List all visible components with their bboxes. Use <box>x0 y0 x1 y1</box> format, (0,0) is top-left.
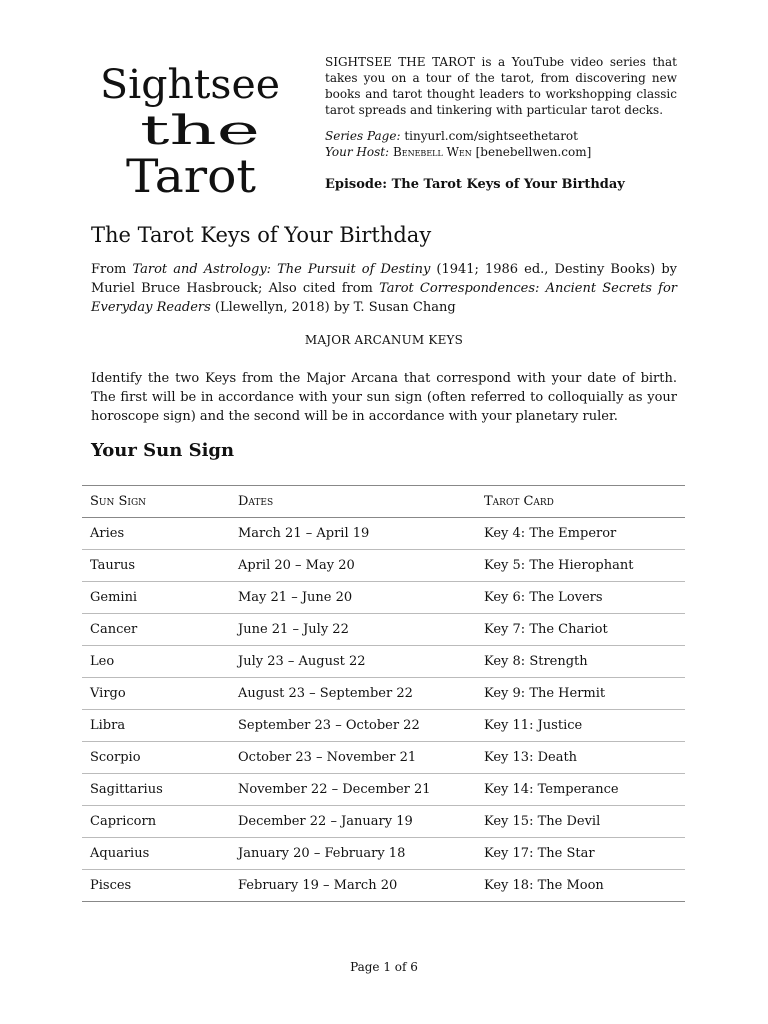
cell-card: Key 4: The Emperor <box>476 518 685 550</box>
series-logo <box>96 52 306 202</box>
table-row <box>82 870 685 902</box>
cell-sign: Cancer <box>82 614 230 646</box>
page-number: Page 1 of 6 <box>350 960 418 974</box>
logo-line-2: the <box>140 108 260 154</box>
source-citation <box>91 260 677 317</box>
cell-card: Key 13: Death <box>476 742 685 774</box>
intro-text: SIGHTSEE THE TAROT is a YouTube video series that takes you on a tour of the tarot, from discovering new books and tarot thought leaders to workshopping classic tarot spreads and tinkering with particular tarot decks. <box>325 55 677 117</box>
cell-dates: August 23 – September 22 <box>230 678 476 710</box>
cell-dates: October 23 – November 21 <box>230 742 476 774</box>
cell-sign: Gemini <box>82 582 230 614</box>
host-site-link[interactable]: [benebellwen.com] <box>475 145 592 159</box>
cell-sign: Sagittarius <box>82 774 230 806</box>
series-logo-graphic <box>96 52 306 202</box>
cell-sign: Capricorn <box>82 806 230 838</box>
cell-sign: Aquarius <box>82 838 230 870</box>
cell-dates: November 22 – December 21 <box>230 774 476 806</box>
cell-dates: September 23 – October 22 <box>230 710 476 742</box>
table-row <box>82 646 685 678</box>
logo-line-3: Tarot <box>126 149 257 202</box>
cell-sign: Libra <box>82 710 230 742</box>
cell-dates: July 23 – August 22 <box>230 646 476 678</box>
cell-card: Key 17: The Star <box>476 838 685 870</box>
host-line <box>325 144 677 160</box>
table-row <box>82 518 685 550</box>
citation-book-2: Tarot Correspondences: Ancient Secrets for Everyday Readers <box>91 281 678 315</box>
cell-card: Key 11: Justice <box>476 710 685 742</box>
document-title: The Tarot Keys of Your Birthday <box>91 223 432 247</box>
table-header-row <box>82 486 685 518</box>
cell-dates: March 21 – April 19 <box>230 518 476 550</box>
series-page-link[interactable]: tinyurl.com/sightseethetarot <box>404 129 578 143</box>
cell-sign: Leo <box>82 646 230 678</box>
episode-title: Episode: The Tarot Keys of Your Birthday <box>325 177 625 192</box>
cell-card: Key 8: Strength <box>476 646 685 678</box>
table-row <box>82 614 685 646</box>
logo-line-1: Sightsee <box>100 62 280 108</box>
table-row <box>82 710 685 742</box>
cell-sign: Virgo <box>82 678 230 710</box>
host-name: Benebell Wen <box>392 145 472 159</box>
table-row <box>82 774 685 806</box>
series-page-line <box>325 128 677 144</box>
instructions-paragraph: Identify the two Keys from the Major Arcana that correspond with your date of birth. The first will be in accordance with your sun sign (often referred to colloquially as your horoscope sign) and the second will be in accordance with your planetary ruler. <box>91 371 677 424</box>
table-row <box>82 838 685 870</box>
cell-card: Key 7: The Chariot <box>476 614 685 646</box>
cell-dates: December 22 – January 19 <box>230 806 476 838</box>
cell-card: Key 15: The Devil <box>476 806 685 838</box>
header-dates: Dates <box>230 486 476 518</box>
cell-sign: Scorpio <box>82 742 230 774</box>
series-intro <box>325 54 677 160</box>
series-page-label: Series Page: <box>325 129 401 143</box>
header-tarot-card: Tarot Card <box>476 486 685 518</box>
citation-book-1: Tarot and Astrology: The Pursuit of Destiny <box>132 262 431 277</box>
citation-part-2: (1941; 1986 ed., Destiny Books) by Muriel Bruce Hasbrouck; Also cited from <box>91 262 677 296</box>
sun-sign-heading: Your Sun Sign <box>91 440 235 461</box>
cell-dates: June 21 – July 22 <box>230 614 476 646</box>
table-row <box>82 678 685 710</box>
cell-card: Key 5: The Hierophant <box>476 550 685 582</box>
cell-card: Key 14: Temperance <box>476 774 685 806</box>
citation-part-1: From <box>91 262 133 277</box>
table-row <box>82 742 685 774</box>
sun-sign-table <box>82 485 685 902</box>
table-row <box>82 806 685 838</box>
cell-sign: Taurus <box>82 550 230 582</box>
cell-card: Key 9: The Hermit <box>476 678 685 710</box>
cell-dates: May 21 – June 20 <box>230 582 476 614</box>
cell-sign: Aries <box>82 518 230 550</box>
host-label: Your Host: <box>325 145 390 159</box>
cell-dates: January 20 – February 18 <box>230 838 476 870</box>
table-row <box>82 582 685 614</box>
header-sun-sign: Sun Sign <box>82 486 230 518</box>
table-row <box>82 550 685 582</box>
cell-card: Key 18: The Moon <box>476 870 685 902</box>
cell-dates: April 20 – May 20 <box>230 550 476 582</box>
citation-part-3: (Llewellyn, 2018) by T. Susan Chang <box>210 300 456 315</box>
cell-dates: February 19 – March 20 <box>230 870 476 902</box>
section-caption: MAJOR ARCANUM KEYS <box>304 333 464 347</box>
cell-sign: Pisces <box>82 870 230 902</box>
cell-card: Key 6: The Lovers <box>476 582 685 614</box>
